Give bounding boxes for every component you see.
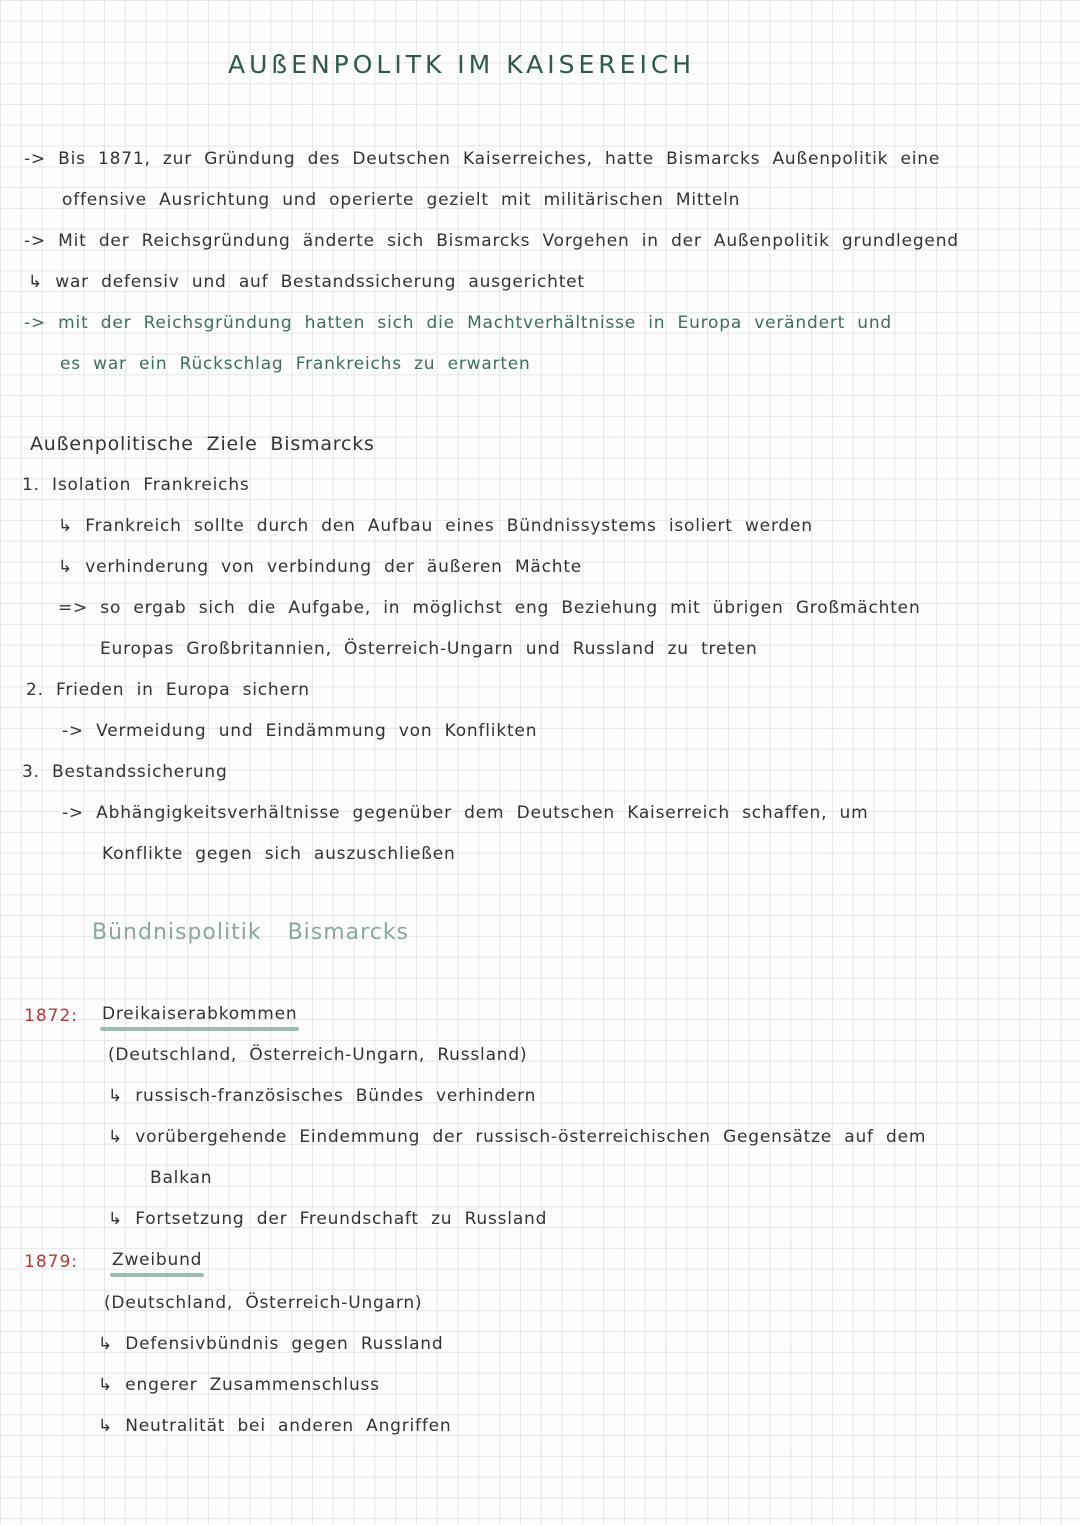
alliance-name xyxy=(102,1003,297,1025)
alliance-point: ↳ vorübergehende Eindemmung der russisch-österreichischen Gegensätze auf dem xyxy=(108,1127,927,1147)
alliance-members: (Deutschland, Österreich-Ungarn) xyxy=(104,1293,423,1313)
alliance-name xyxy=(112,1249,202,1271)
alliance-point: ↳ russisch-französisches Bündes verhindern xyxy=(108,1086,537,1106)
alliance-point: Balkan xyxy=(150,1168,213,1188)
page-title: AUßENPOLITK IM KAISEREICH xyxy=(228,50,696,79)
alliance-name-text: Zweibund xyxy=(112,1250,203,1270)
goal-item: -> Vermeidung und Eindämmung von Konflikten xyxy=(62,721,538,741)
goal-item: Europas Großbritannien, Österreich-Ungarn und Russland zu treten xyxy=(100,639,758,659)
goals-heading: Außenpolitische Ziele Bismarcks xyxy=(30,433,375,455)
alliance-point: ↳ Defensivbündnis gegen Russland xyxy=(98,1334,444,1354)
goal-item: Konflikte gegen sich auszuschließen xyxy=(102,844,456,864)
alliance-point: ↳ engerer Zusammenschluss xyxy=(98,1375,380,1395)
intro-line: es war ein Rückschlag Frankreichs zu erwarten xyxy=(60,354,531,374)
goal-item: ↳ verhinderung von verbindung der äußeren Mächte xyxy=(58,557,583,577)
goal-item: -> Abhängigkeitsverhältnisse gegenüber dem Deutschen Kaiserreich schaffen, um xyxy=(62,803,869,823)
alliances-heading: Bündnispolitik Bismarcks xyxy=(92,920,410,945)
alliance-year: 1879: xyxy=(24,1252,78,1272)
goal-item: 1. Isolation Frankreichs xyxy=(22,475,250,495)
alliance-members: (Deutschland, Österreich-Ungarn, Russland) xyxy=(108,1045,528,1065)
goal-item: => so ergab sich die Aufgabe, in möglichst eng Beziehung mit übrigen Großmächten xyxy=(58,598,921,618)
alliance-point: ↳ Fortsetzung der Freundschaft zu Russland xyxy=(108,1209,548,1229)
goal-item: 2. Frieden in Europa sichern xyxy=(26,680,310,700)
intro-line: -> Bis 1871, zur Gründung des Deutschen Kaiserreiches, hatte Bismarcks Außenpolitik eine xyxy=(24,149,941,169)
intro-line: ↳ war defensiv und auf Bestandssicherung ausgerichtet xyxy=(28,272,585,292)
intro-line: -> mit der Reichsgründung hatten sich die Machtverhältnisse in Europa verändert und xyxy=(24,313,893,333)
alliance-year: 1872: xyxy=(24,1006,78,1026)
intro-line: offensive Ausrichtung und operierte gezielt mit militärischen Mitteln xyxy=(62,190,741,210)
goal-item: 3. Bestandssicherung xyxy=(22,762,228,782)
alliance-point: ↳ Neutralität bei anderen Angriffen xyxy=(98,1416,452,1436)
intro-line: -> Mit der Reichsgründung änderte sich Bismarcks Vorgehen in der Außenpolitik grundlegend xyxy=(24,231,959,251)
alliance-name-text: Dreikaiserabkommen xyxy=(102,1004,298,1024)
goal-item: ↳ Frankreich sollte durch den Aufbau eines Bündnissystems isoliert werden xyxy=(58,516,813,536)
